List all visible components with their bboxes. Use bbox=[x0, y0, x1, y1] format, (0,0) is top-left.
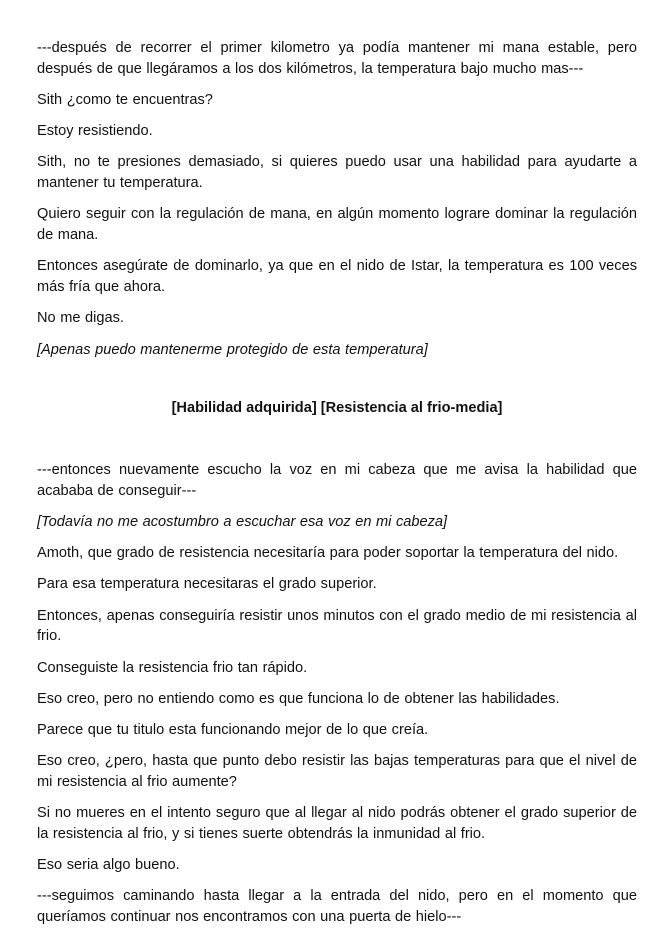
paragraph: ---entonces nuevamente escucho la voz en mi cabeza que me avisa la habilidad que acababa de conseguir--- bbox=[37, 462, 637, 499]
paragraph: Para esa temperatura necesitaras el grado superior. bbox=[37, 576, 377, 593]
paragraph: Amoth, que grado de resistencia necesitaría para poder soportar la temperatura del nido. bbox=[37, 545, 619, 562]
paragraph: No me digas. bbox=[37, 310, 124, 327]
paragraph: Conseguiste la resistencia frio tan rápido. bbox=[37, 659, 308, 676]
paragraph: Entonces, apenas conseguiría resistir unos minutos con el grado medio de mi resistencia al frio. bbox=[37, 607, 637, 645]
paragraph: Si no mueres en el intento seguro que al llegar al nido podrás obtener el grado superior de la resistencia al frio, y si tienes suerte obtendrás la inmunidad al frio. bbox=[37, 805, 637, 842]
paragraph: ---seguimos caminando hasta llegar a la entrada del nido, pero en el momento que queríamos continuar nos encontramos con una puerta de hielo--- bbox=[37, 888, 637, 926]
paragraph-italic: [Todavía no me acostumbro a escuchar esa voz en mi cabeza] bbox=[37, 514, 448, 531]
paragraph: Parece que tu titulo esta funcionando mejor de lo que creía. bbox=[37, 722, 429, 738]
paragraph-italic: [Apenas puedo mantenerme protegido de esta temperatura] bbox=[37, 341, 428, 358]
paragraph: Eso seria algo bueno. bbox=[37, 857, 180, 874]
paragraphs-before bbox=[37, 38, 637, 360]
paragraph: ---después de recorrer el primer kilometro ya podía mantener mi mana estable, pero después de que llegáramos a los dos kilómetros, la temperatura bajo mucho mas--- bbox=[37, 40, 637, 77]
skill-acquired-heading: [Habilidad adquirida] [Resistencia al frio-media] bbox=[171, 400, 503, 417]
paragraph: Estoy resistiendo. bbox=[37, 123, 153, 140]
paragraph: Eso creo, pero no entiendo como es que funciona lo de obtener las habilidades. bbox=[37, 690, 560, 707]
paragraph: Eso creo, ¿pero, hasta que punto debo resistir las bajas temperaturas para que el nivel de mi resistencia al frio aumente? bbox=[37, 753, 637, 790]
document-page bbox=[37, 38, 637, 938]
paragraph: Quiero seguir con la regulación de mana, en algún momento lograre dominar la regulación de mana. bbox=[37, 206, 637, 244]
paragraphs-after bbox=[37, 460, 637, 928]
paragraph: Sith, no te presiones demasiado, si quieres puedo usar una habilidad para ayudarte a mantener tu temperatura. bbox=[37, 154, 637, 192]
paragraph: Sith ¿como te encuentras? bbox=[37, 91, 213, 108]
paragraph: Entonces asegúrate de dominarlo, ya que en el nido de Istar, la temperatura es 100 veces más fría que ahora. bbox=[37, 258, 637, 296]
